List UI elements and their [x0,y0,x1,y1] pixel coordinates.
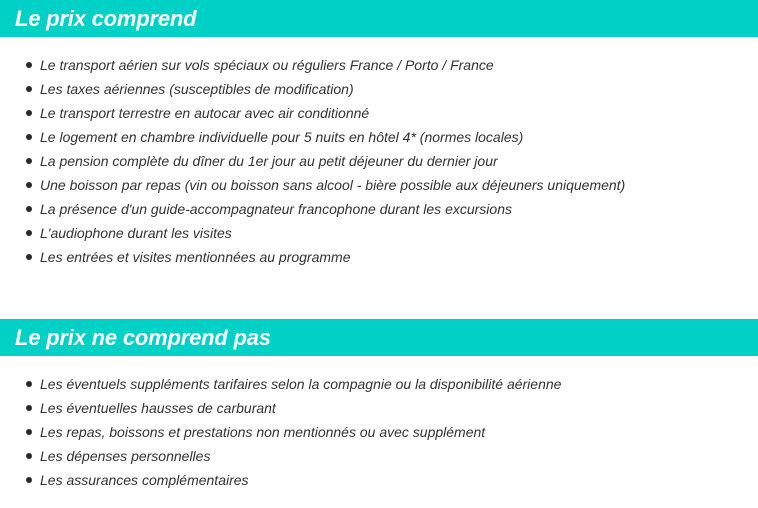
list-item [0,198,758,222]
bullet-icon [26,405,32,411]
list-item-text: Le logement en chambre individuelle pour 5 nuits en hôtel 4* (normes locales) [40,129,524,145]
bullet-icon [26,110,32,116]
bullet-icon [26,230,32,236]
excluded-banner [0,319,758,356]
list-item-text: Les dépenses personnelles [40,448,211,464]
list-item-text: La présence d'un guide-accompagnateur francophone durant les excursions [40,201,512,217]
list-item [0,54,758,78]
list-item [0,445,758,469]
included-banner [0,0,758,37]
list-item [0,421,758,445]
included-list [0,54,758,270]
excluded-list [0,373,758,493]
list-item-text: Les éventuelles hausses de carburant [40,400,276,416]
list-item-text: Une boisson par repas (vin ou boisson sans alcool - bière possible aux déjeuners uniquement) [40,177,626,193]
list-item [0,126,758,150]
list-item [0,397,758,421]
list-item-text: Les assurances complémentaires [40,472,249,488]
list-item [0,246,758,270]
bullet-icon [26,158,32,164]
bullet-icon [26,453,32,459]
list-item-text: La pension complète du dîner du 1er jour au petit déjeuner du dernier jour [40,153,498,169]
list-item [0,174,758,198]
list-item-text: Les repas, boissons et prestations non mentionnés ou avec supplément [40,424,486,440]
list-item [0,150,758,174]
list-item [0,102,758,126]
bullet-icon [26,182,32,188]
list-item [0,222,758,246]
list-item-text: Le transport terrestre en autocar avec air conditionné [40,105,370,121]
list-item-text: Les éventuels suppléments tarifaires selon la compagnie ou la disponibilité aérienne [40,376,562,392]
bullet-icon [26,477,32,483]
bullet-icon [26,429,32,435]
list-item-text: L'audiophone durant les visites [40,225,232,241]
list-item [0,78,758,102]
excluded-title: Le prix ne comprend pas [15,324,271,350]
list-item-text: Les entrées et visites mentionnées au programme [40,249,351,265]
bullet-icon [26,86,32,92]
excluded-section [0,319,758,493]
bullet-icon [26,62,32,68]
bullet-icon [26,381,32,387]
list-item [0,373,758,397]
list-item-text: Le transport aérien sur vols spéciaux ou réguliers France / Porto / France [40,57,494,73]
bullet-icon [26,206,32,212]
included-title: Le prix comprend [15,5,197,31]
bullet-icon [26,134,32,140]
list-item [0,469,758,493]
bullet-icon [26,254,32,260]
list-item-text: Les taxes aériennes (susceptibles de modification) [40,81,354,97]
